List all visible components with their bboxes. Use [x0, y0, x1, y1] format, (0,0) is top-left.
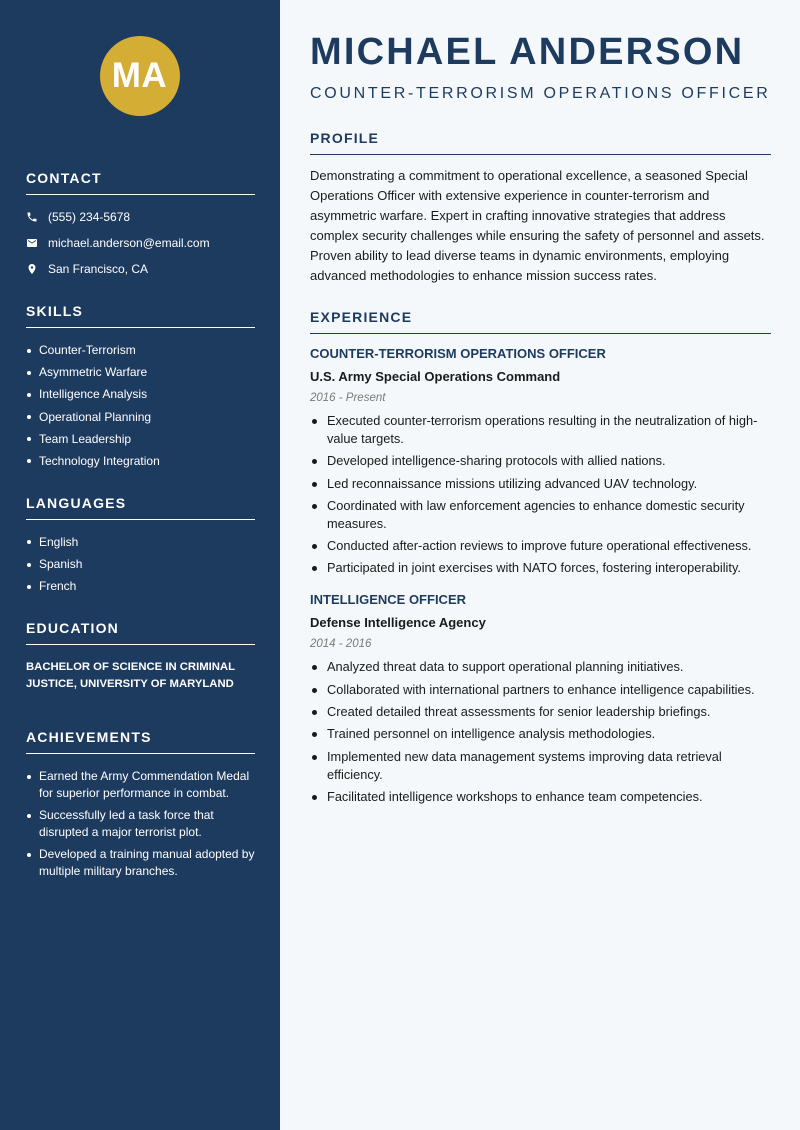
profile-section	[310, 130, 771, 286]
language-item: Spanish	[26, 556, 255, 572]
job-entry	[310, 591, 771, 805]
skill-item: Counter-Terrorism	[26, 342, 255, 358]
job-bullet: Collaborated with international partners to enhance intelligence capabilities.	[310, 681, 771, 699]
skills-list	[26, 342, 255, 469]
experience-section	[310, 309, 771, 806]
email-text: michael.anderson@email.com	[48, 236, 210, 250]
phone-text: (555) 234-5678	[48, 210, 131, 224]
education-degree: BACHELOR OF SCIENCE IN CRIMINAL JUSTICE, UNIVERSITY OF MARYLAND	[26, 661, 235, 691]
job-title: COUNTER-TERRORISM OPERATIONS OFFICER	[310, 346, 606, 361]
contact-heading: CONTACT	[26, 170, 255, 195]
location-text: San Francisco, CA	[48, 262, 149, 276]
contact-email	[26, 235, 255, 251]
experience-heading: EXPERIENCE	[310, 309, 771, 334]
job-dates: 2014 - 2016	[310, 638, 372, 651]
languages-section	[26, 495, 255, 594]
job-bullet: Developed intelligence-sharing protocols with allied nations.	[310, 452, 771, 470]
job-bullet: Conducted after-action reviews to improve future operational effectiveness.	[310, 537, 771, 555]
avatar: MA	[100, 36, 180, 116]
education-heading: EDUCATION	[26, 620, 255, 645]
job-bullet: Analyzed threat data to support operational planning initiatives.	[310, 658, 771, 676]
job-bullet: Trained personnel on intelligence analysis methodologies.	[310, 725, 771, 743]
skills-section	[26, 303, 255, 469]
candidate-name: MICHAEL ANDERSON	[310, 31, 745, 73]
profile-heading: PROFILE	[310, 130, 771, 155]
job-bullet: Created detailed threat assessments for senior leadership briefings.	[310, 703, 771, 721]
job-title: INTELLIGENCE OFFICER	[310, 592, 466, 608]
job-bullet: Coordinated with law enforcement agencies to enhance domestic security measures.	[310, 497, 771, 533]
profile-text: Demonstrating a commitment to operational excellence, a seasoned Special Operations Officer with extensive experience in counter-terrorism and asymmetric warfare. Expert in crafting innovative strategies that address complex security challenges while ensuring the safety of personnel and assets. Proven ability to lead diverse teams in dynamic environments, employing advanced methodologies to enhance mission success rates.	[310, 168, 765, 283]
language-item: French	[26, 578, 255, 594]
job-bullet: Implemented new data management systems improving data retrieval efficiency.	[310, 748, 771, 784]
job-bullets	[310, 412, 771, 577]
job-bullet: Facilitated intelligence workshops to enhance team competencies.	[310, 788, 771, 806]
skill-item: Technology Integration	[26, 453, 255, 469]
job-bullet: Executed counter-terrorism operations resulting in the neutralization of high-value targets.	[310, 412, 771, 448]
avatar-wrapper	[24, 36, 255, 116]
skill-item: Intelligence Analysis	[26, 386, 255, 402]
languages-list	[26, 534, 255, 594]
job-company: U.S. Army Special Operations Command	[310, 369, 561, 384]
job-bullets	[310, 658, 771, 805]
job-bullet: Led reconnaissance missions utilizing advanced UAV technology.	[310, 475, 771, 493]
job-entry	[310, 345, 771, 577]
achievements-section	[26, 729, 255, 880]
skill-item: Operational Planning	[26, 409, 255, 425]
education-section	[26, 620, 255, 693]
achievement-item: Successfully led a task force that disrupted a major terrorist plot.	[26, 807, 255, 841]
job-dates: 2016 - Present	[310, 392, 386, 404]
skill-item: Team Leadership	[26, 431, 255, 447]
achievement-item: Developed a training manual adopted by multiple military branches.	[26, 846, 255, 880]
sidebar	[0, 0, 280, 1130]
job-bullet: Participated in joint exercises with NATO forces, fostering interoperability.	[310, 559, 771, 577]
location-pin-icon	[26, 263, 38, 275]
job-company: Defense Intelligence Agency	[310, 615, 486, 631]
contact-location	[26, 261, 255, 277]
achievements-list	[26, 768, 255, 880]
email-icon	[26, 237, 38, 249]
languages-heading: LANGUAGES	[26, 495, 255, 520]
language-item: English	[26, 534, 255, 550]
candidate-title: COUNTER-TERRORISM OPERATIONS OFFICER	[310, 85, 771, 102]
skill-item: Asymmetric Warfare	[26, 364, 255, 380]
contact-phone	[26, 209, 255, 225]
achievement-item: Earned the Army Commendation Medal for superior performance in combat.	[26, 768, 255, 802]
contact-section	[26, 170, 255, 277]
phone-icon	[26, 211, 38, 223]
main-content	[280, 0, 800, 1130]
skills-heading: SKILLS	[26, 303, 255, 328]
achievements-heading: ACHIEVEMENTS	[26, 729, 255, 754]
